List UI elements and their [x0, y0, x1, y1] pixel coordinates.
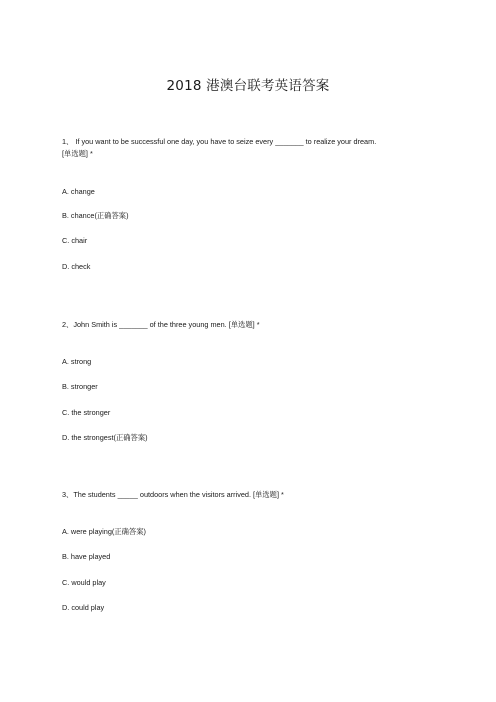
question-3-option-a: A. were playing(正确答案): [62, 527, 146, 536]
document-title: 2018 港澳台联考英语答案: [166, 78, 330, 94]
question-2-option-d: D. the strongest(正确答案): [62, 433, 148, 442]
question-1-text: 1、 If you want to be successful one day, you have to seize every _______ to realize your dream.: [62, 137, 377, 146]
question-1-option-c: C. chair: [62, 236, 88, 245]
question-3-text: 3、The students _____ outdoors when the visitors arrived. [单选题] *: [62, 490, 284, 499]
question-2-option-b: B. stronger: [62, 382, 98, 391]
question-2-option-c: C. the stronger: [62, 408, 111, 417]
question-1-option-a: A. change: [62, 187, 95, 196]
question-3-option-d: D. could play: [62, 603, 105, 612]
question-1-option-b: B. chance(正确答案): [62, 211, 129, 220]
question-1-option-d: D. check: [62, 262, 91, 271]
question-1-type: [单选题] *: [62, 149, 93, 158]
question-3-option-b: B. have played: [62, 552, 111, 561]
question-3-option-c: C. would play: [62, 578, 106, 587]
question-2-text: 2、John Smith is _______ of the three young men. [单选题] *: [62, 320, 260, 329]
question-2-option-a: A. strong: [62, 357, 92, 366]
